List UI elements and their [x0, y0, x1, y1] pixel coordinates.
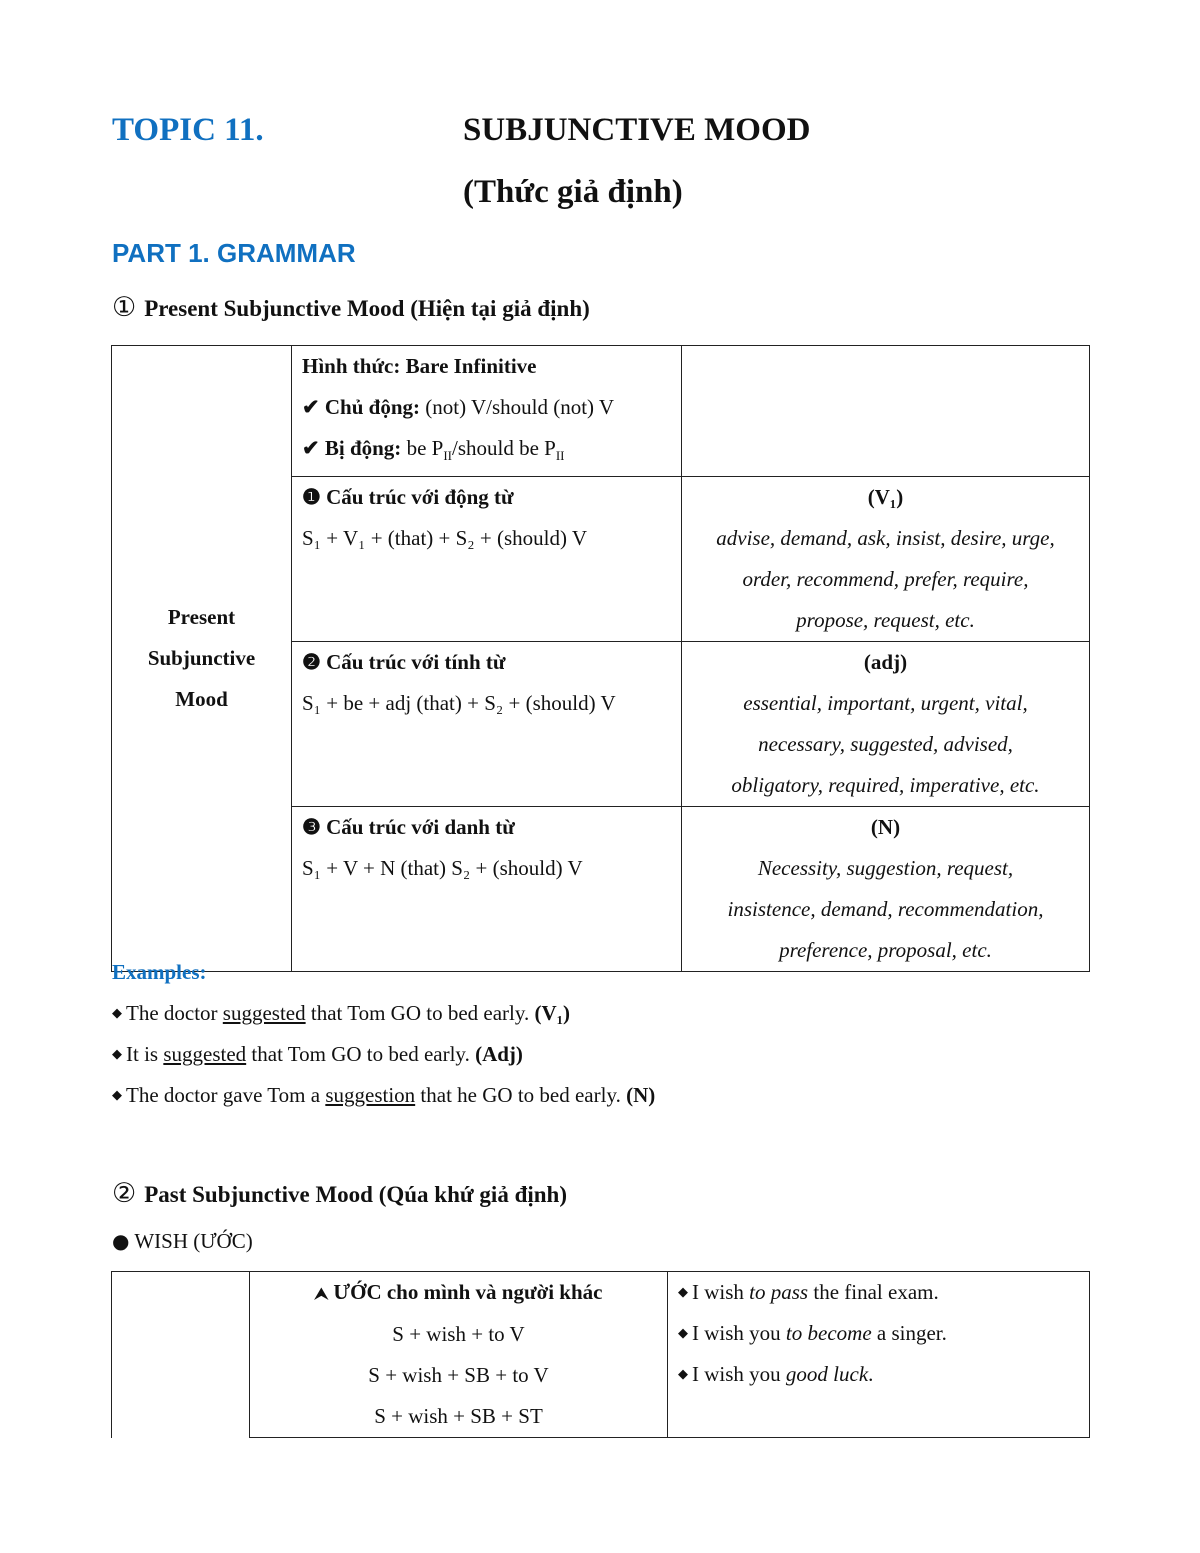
passive-value: be P [406, 436, 444, 460]
noun-label: (N) [870, 815, 901, 840]
verb-heading [302, 477, 671, 518]
example-item [112, 993, 655, 1034]
filled-circle-icon: ● [112, 1229, 130, 1253]
verb-words-line: order, recommend, prefer, require, [742, 567, 1029, 592]
passive-sub: II [555, 448, 565, 464]
check-icon: ✔ [302, 395, 320, 419]
adj-list-cell [682, 642, 1090, 807]
wish-form: S + wish + SB + ST [374, 1404, 543, 1428]
active-value: (not) V/should (not) V [425, 395, 615, 419]
adj-formula: S₁ + be + adj (that) + S₂ + (should) V [302, 691, 616, 716]
wish-structure-heading [260, 1272, 657, 1314]
adj-words-line: essential, important, urgent, vital, [743, 691, 1028, 716]
passive-line [302, 428, 671, 476]
active-line [302, 387, 671, 428]
example-tag: (Adj) [475, 1042, 523, 1066]
examples-label: Examples: [112, 960, 207, 984]
noun-words-line: Necessity, suggestion, request, [757, 856, 1014, 881]
check-icon: ✔ [302, 436, 320, 460]
diamond-bullet-icon: ◆ [112, 1006, 122, 1021]
verb-words-line: advise, demand, ask, insist, desire, urge, [716, 526, 1055, 551]
diamond-bullet-icon: ◆ [678, 1285, 688, 1300]
wish-example-text: a singer. [871, 1321, 947, 1345]
example-text: that Tom GO to bed early. [305, 1001, 535, 1025]
examples-block [112, 952, 655, 1116]
verb-formula: S₁ + V₁ + (that) + S₂ + (should) V [302, 526, 587, 551]
wish-structure-heading-text: ƯỚC cho mình và người khác [333, 1280, 603, 1304]
empty-cell [682, 346, 1090, 477]
noun-structure-cell [292, 807, 682, 972]
wish-examples-cell [668, 1272, 1090, 1438]
circled-two-icon: ② [112, 1178, 137, 1209]
adj-structure-cell [292, 642, 682, 807]
example-keyword: suggested [222, 1001, 306, 1025]
adj-label: (adj) [863, 650, 908, 675]
verb-list-cell [682, 477, 1090, 642]
present-subjunctive-table [111, 345, 1090, 972]
wish-example-text: I wish [692, 1280, 750, 1304]
wish-example-italic: good luck [785, 1362, 869, 1386]
diamond-bullet-icon: ◆ [678, 1367, 688, 1382]
wish-example [678, 1354, 1079, 1395]
noun-heading [302, 807, 671, 848]
section1-title: Present Subjunctive Mood (Hiện tại giả định) [144, 296, 590, 321]
row-label-cell [112, 346, 292, 972]
verb-label: (V₁) [867, 485, 904, 510]
example-text: It is [126, 1042, 164, 1066]
example-text: The doctor [126, 1001, 223, 1025]
wish-form: S + wish + to V [392, 1322, 525, 1346]
noun-words-line: insistence, demand, recommendation, [727, 897, 1044, 922]
example-keyword: suggested [163, 1042, 247, 1066]
verb-structure-cell [292, 477, 682, 642]
diamond-bullet-icon: ◆ [678, 1326, 688, 1341]
example-tag: (N) [626, 1083, 656, 1107]
arrowhead-icon: ⮝ [314, 1284, 329, 1303]
wish-structure-cell [250, 1272, 668, 1438]
verb-heading-text: Cấu trúc với động từ [326, 485, 514, 510]
example-item [112, 1075, 655, 1116]
circled-one-icon: ① [112, 292, 137, 323]
wish-label: WISH (ƯỚC) [134, 1229, 253, 1253]
wish-example-text: the final exam. [808, 1280, 939, 1304]
passive-label: Bị động: [324, 436, 402, 460]
wish-empty-cell [112, 1272, 250, 1438]
verb-words-line: propose, request, etc. [796, 608, 975, 633]
wish-table [111, 1271, 1090, 1438]
noun-words-line: preference, proposal, etc. [779, 938, 992, 963]
wish-example [678, 1272, 1079, 1313]
adj-heading [302, 642, 671, 683]
row-label-line: Mood [175, 687, 228, 712]
diamond-bullet-icon: ◆ [112, 1088, 122, 1103]
wish-example-text: I wish you [692, 1321, 786, 1345]
number-two-icon: ❷ [302, 650, 321, 675]
example-text: that he GO to bed early. [415, 1083, 627, 1107]
example-tag: (V₁) [534, 1001, 570, 1025]
wish-form: S + wish + SB + to V [368, 1363, 549, 1387]
page-subtitle: (Thức giả định) [463, 174, 683, 210]
number-three-icon: ❸ [302, 815, 321, 840]
part-heading: PART 1. GRAMMAR [112, 238, 356, 268]
wish-example [678, 1313, 1079, 1354]
page-title: SUBJUNCTIVE MOOD [463, 112, 811, 148]
form-cell [292, 346, 682, 477]
section2-title: Past Subjunctive Mood (Qúa khứ giả định) [144, 1182, 568, 1207]
form-heading: Hình thức: Bare Infinitive [302, 354, 537, 378]
example-item [112, 1034, 655, 1075]
wish-example-text: I wish you [692, 1362, 786, 1386]
example-keyword: suggestion [325, 1083, 416, 1107]
row-label-line: Subjunctive [147, 646, 256, 671]
active-label: Chủ động: [324, 395, 420, 419]
wish-example-italic: to pass [749, 1280, 809, 1304]
wish-heading [112, 1229, 253, 1254]
adj-words-line: obligatory, required, imperative, etc. [731, 773, 1040, 798]
passive-sub: II [443, 448, 452, 464]
diamond-bullet-icon: ◆ [112, 1047, 122, 1062]
section2-heading [112, 1178, 567, 1209]
noun-formula: S₁ + V + N (that) S₂ + (should) V [302, 856, 583, 881]
wish-example-italic: to become [785, 1321, 872, 1345]
row-label-line: Present [167, 605, 236, 630]
example-text: that Tom GO to bed early. [246, 1042, 476, 1066]
noun-list-cell [682, 807, 1090, 972]
adj-words-line: necessary, suggested, advised, [758, 732, 1013, 757]
adj-heading-text: Cấu trúc với tính từ [326, 650, 506, 675]
passive-value: /should be P [451, 436, 556, 460]
wish-example-text: . [868, 1362, 874, 1386]
topic-label: TOPIC 11. [112, 112, 264, 148]
example-text: The doctor gave Tom a [126, 1083, 326, 1107]
section1-heading [112, 292, 590, 323]
noun-heading-text: Cấu trúc với danh từ [326, 815, 515, 840]
number-one-icon: ❶ [302, 485, 321, 510]
